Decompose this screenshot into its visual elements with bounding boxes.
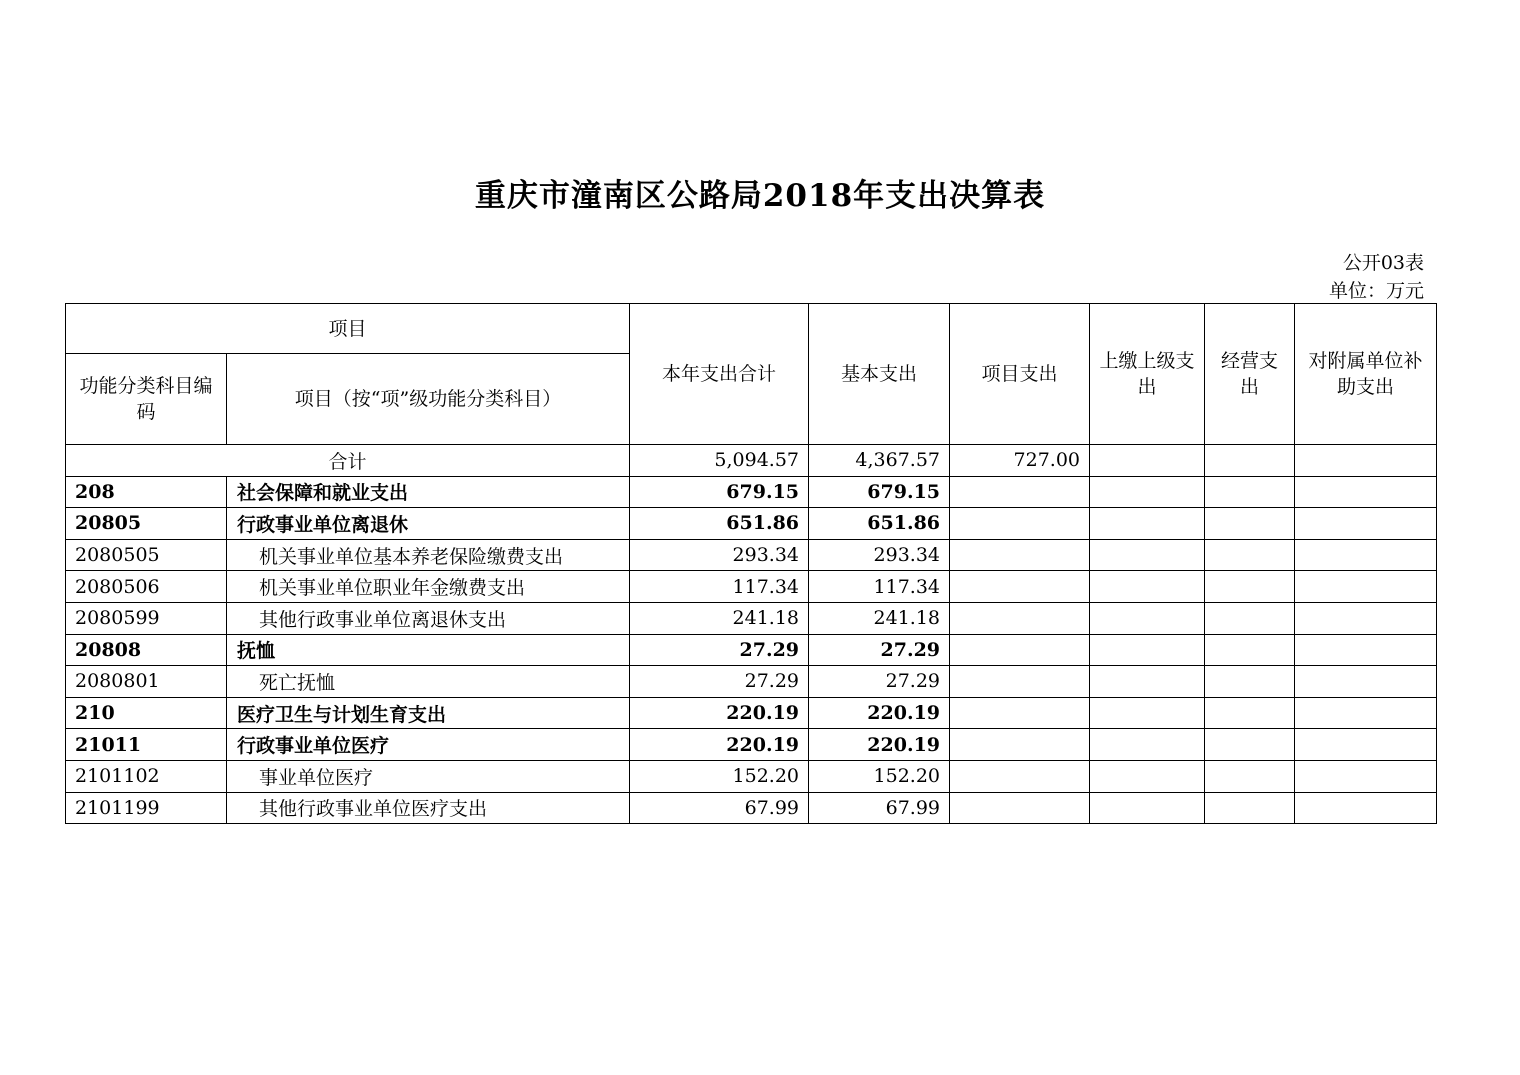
upper-cell xyxy=(1090,539,1205,571)
subsidy-cell xyxy=(1295,508,1437,540)
table-body xyxy=(66,445,1437,824)
table-code: 公开03表 xyxy=(1342,252,1424,274)
code-cell: 2101102 xyxy=(66,760,227,792)
name-cell: 机关事业单位职业年金缴费支出 xyxy=(227,571,630,603)
project-expenditure-cell xyxy=(950,760,1090,792)
table-row xyxy=(66,508,1437,540)
subsidy-cell xyxy=(1295,571,1437,603)
operating-cell xyxy=(1205,760,1295,792)
upper-cell xyxy=(1090,602,1205,634)
table-row xyxy=(66,666,1437,698)
header-project-expenditure: 项目支出 xyxy=(950,304,1090,445)
total-project-expenditure: 727.00 xyxy=(950,445,1090,477)
total-amount: 5,094.57 xyxy=(630,445,809,477)
project-expenditure-cell xyxy=(950,571,1090,603)
unit-label: 单位：万元 xyxy=(1328,280,1424,302)
operating-cell xyxy=(1205,729,1295,761)
basic-cell: 117.34 xyxy=(809,571,950,603)
project-expenditure-cell xyxy=(950,476,1090,508)
basic-cell: 27.29 xyxy=(809,666,950,698)
name-cell: 死亡抚恤 xyxy=(227,666,630,698)
operating-cell xyxy=(1205,602,1295,634)
total-cell: 679.15 xyxy=(630,476,809,508)
total-cell: 152.20 xyxy=(630,760,809,792)
table-row xyxy=(66,602,1437,634)
total-operating xyxy=(1205,445,1295,477)
total-cell: 293.34 xyxy=(630,539,809,571)
table-row xyxy=(66,792,1437,824)
name-cell: 行政事业单位离退休 xyxy=(227,508,630,540)
total-upper xyxy=(1090,445,1205,477)
basic-cell: 220.19 xyxy=(809,697,950,729)
header-basic: 基本支出 xyxy=(809,304,950,445)
name-cell: 其他行政事业单位医疗支出 xyxy=(227,792,630,824)
header-code: 功能分类科目编码 xyxy=(66,354,227,445)
name-cell: 事业单位医疗 xyxy=(227,760,630,792)
name-cell: 其他行政事业单位离退休支出 xyxy=(227,602,630,634)
header-project: 项目 xyxy=(66,304,630,354)
operating-cell xyxy=(1205,666,1295,698)
header-subsidy: 对附属单位补助支出 xyxy=(1295,304,1437,445)
table-row xyxy=(66,760,1437,792)
basic-cell: 679.15 xyxy=(809,476,950,508)
header-name: 项目（按“项”级功能分类科目） xyxy=(227,354,630,445)
name-cell: 社会保障和就业支出 xyxy=(227,476,630,508)
name-cell: 抚恤 xyxy=(227,634,630,666)
operating-cell xyxy=(1205,792,1295,824)
basic-cell: 67.99 xyxy=(809,792,950,824)
subsidy-cell xyxy=(1295,697,1437,729)
upper-cell xyxy=(1090,634,1205,666)
code-cell: 21011 xyxy=(66,729,227,761)
total-cell: 220.19 xyxy=(630,697,809,729)
total-basic: 4,367.57 xyxy=(809,445,950,477)
subsidy-cell xyxy=(1295,760,1437,792)
operating-cell xyxy=(1205,476,1295,508)
project-expenditure-cell xyxy=(950,666,1090,698)
total-cell: 27.29 xyxy=(630,666,809,698)
subsidy-cell xyxy=(1295,729,1437,761)
basic-cell: 241.18 xyxy=(809,602,950,634)
project-expenditure-cell xyxy=(950,697,1090,729)
header-operating: 经营支出 xyxy=(1205,304,1295,445)
code-cell: 210 xyxy=(66,697,227,729)
name-cell: 机关事业单位基本养老保险缴费支出 xyxy=(227,539,630,571)
table-row xyxy=(66,697,1437,729)
operating-cell xyxy=(1205,539,1295,571)
total-cell: 220.19 xyxy=(630,729,809,761)
upper-cell xyxy=(1090,697,1205,729)
upper-cell xyxy=(1090,792,1205,824)
basic-cell: 27.29 xyxy=(809,634,950,666)
subsidy-cell xyxy=(1295,539,1437,571)
upper-cell xyxy=(1090,476,1205,508)
table-row xyxy=(66,634,1437,666)
subsidy-cell xyxy=(1295,634,1437,666)
code-cell: 2080506 xyxy=(66,571,227,603)
project-expenditure-cell xyxy=(950,508,1090,540)
table-row xyxy=(66,539,1437,571)
page-title: 重庆市潼南区公路局2018年支出决算表 xyxy=(474,178,1046,214)
total-cell: 67.99 xyxy=(630,792,809,824)
basic-cell: 220.19 xyxy=(809,729,950,761)
operating-cell xyxy=(1205,508,1295,540)
project-expenditure-cell xyxy=(950,792,1090,824)
table-row xyxy=(66,729,1437,761)
upper-cell xyxy=(1090,571,1205,603)
basic-cell: 293.34 xyxy=(809,539,950,571)
project-expenditure-cell xyxy=(950,729,1090,761)
operating-cell xyxy=(1205,697,1295,729)
upper-cell xyxy=(1090,666,1205,698)
code-cell: 2080801 xyxy=(66,666,227,698)
code-cell: 2101199 xyxy=(66,792,227,824)
subsidy-cell xyxy=(1295,792,1437,824)
project-expenditure-cell xyxy=(950,602,1090,634)
code-cell: 20805 xyxy=(66,508,227,540)
subsidy-cell xyxy=(1295,602,1437,634)
table-row xyxy=(66,571,1437,603)
upper-cell xyxy=(1090,508,1205,540)
project-expenditure-cell xyxy=(950,634,1090,666)
table-row xyxy=(66,476,1437,508)
basic-cell: 651.86 xyxy=(809,508,950,540)
header-upper: 上缴上级支出 xyxy=(1090,304,1205,445)
code-cell: 20808 xyxy=(66,634,227,666)
basic-cell: 152.20 xyxy=(809,760,950,792)
code-cell: 208 xyxy=(66,476,227,508)
subsidy-cell xyxy=(1295,666,1437,698)
total-cell: 117.34 xyxy=(630,571,809,603)
name-cell: 行政事业单位医疗 xyxy=(227,729,630,761)
total-cell: 27.29 xyxy=(630,634,809,666)
code-cell: 2080505 xyxy=(66,539,227,571)
name-cell: 医疗卫生与计划生育支出 xyxy=(227,697,630,729)
operating-cell xyxy=(1205,634,1295,666)
total-subsidy xyxy=(1295,445,1437,477)
header-total: 本年支出合计 xyxy=(630,304,809,445)
upper-cell xyxy=(1090,729,1205,761)
operating-cell xyxy=(1205,571,1295,603)
expenditure-table xyxy=(65,303,1437,824)
total-cell: 651.86 xyxy=(630,508,809,540)
code-cell: 2080599 xyxy=(66,602,227,634)
total-cell: 241.18 xyxy=(630,602,809,634)
upper-cell xyxy=(1090,760,1205,792)
total-label: 合计 xyxy=(66,445,630,477)
project-expenditure-cell xyxy=(950,539,1090,571)
total-row xyxy=(66,445,1437,477)
subsidy-cell xyxy=(1295,476,1437,508)
